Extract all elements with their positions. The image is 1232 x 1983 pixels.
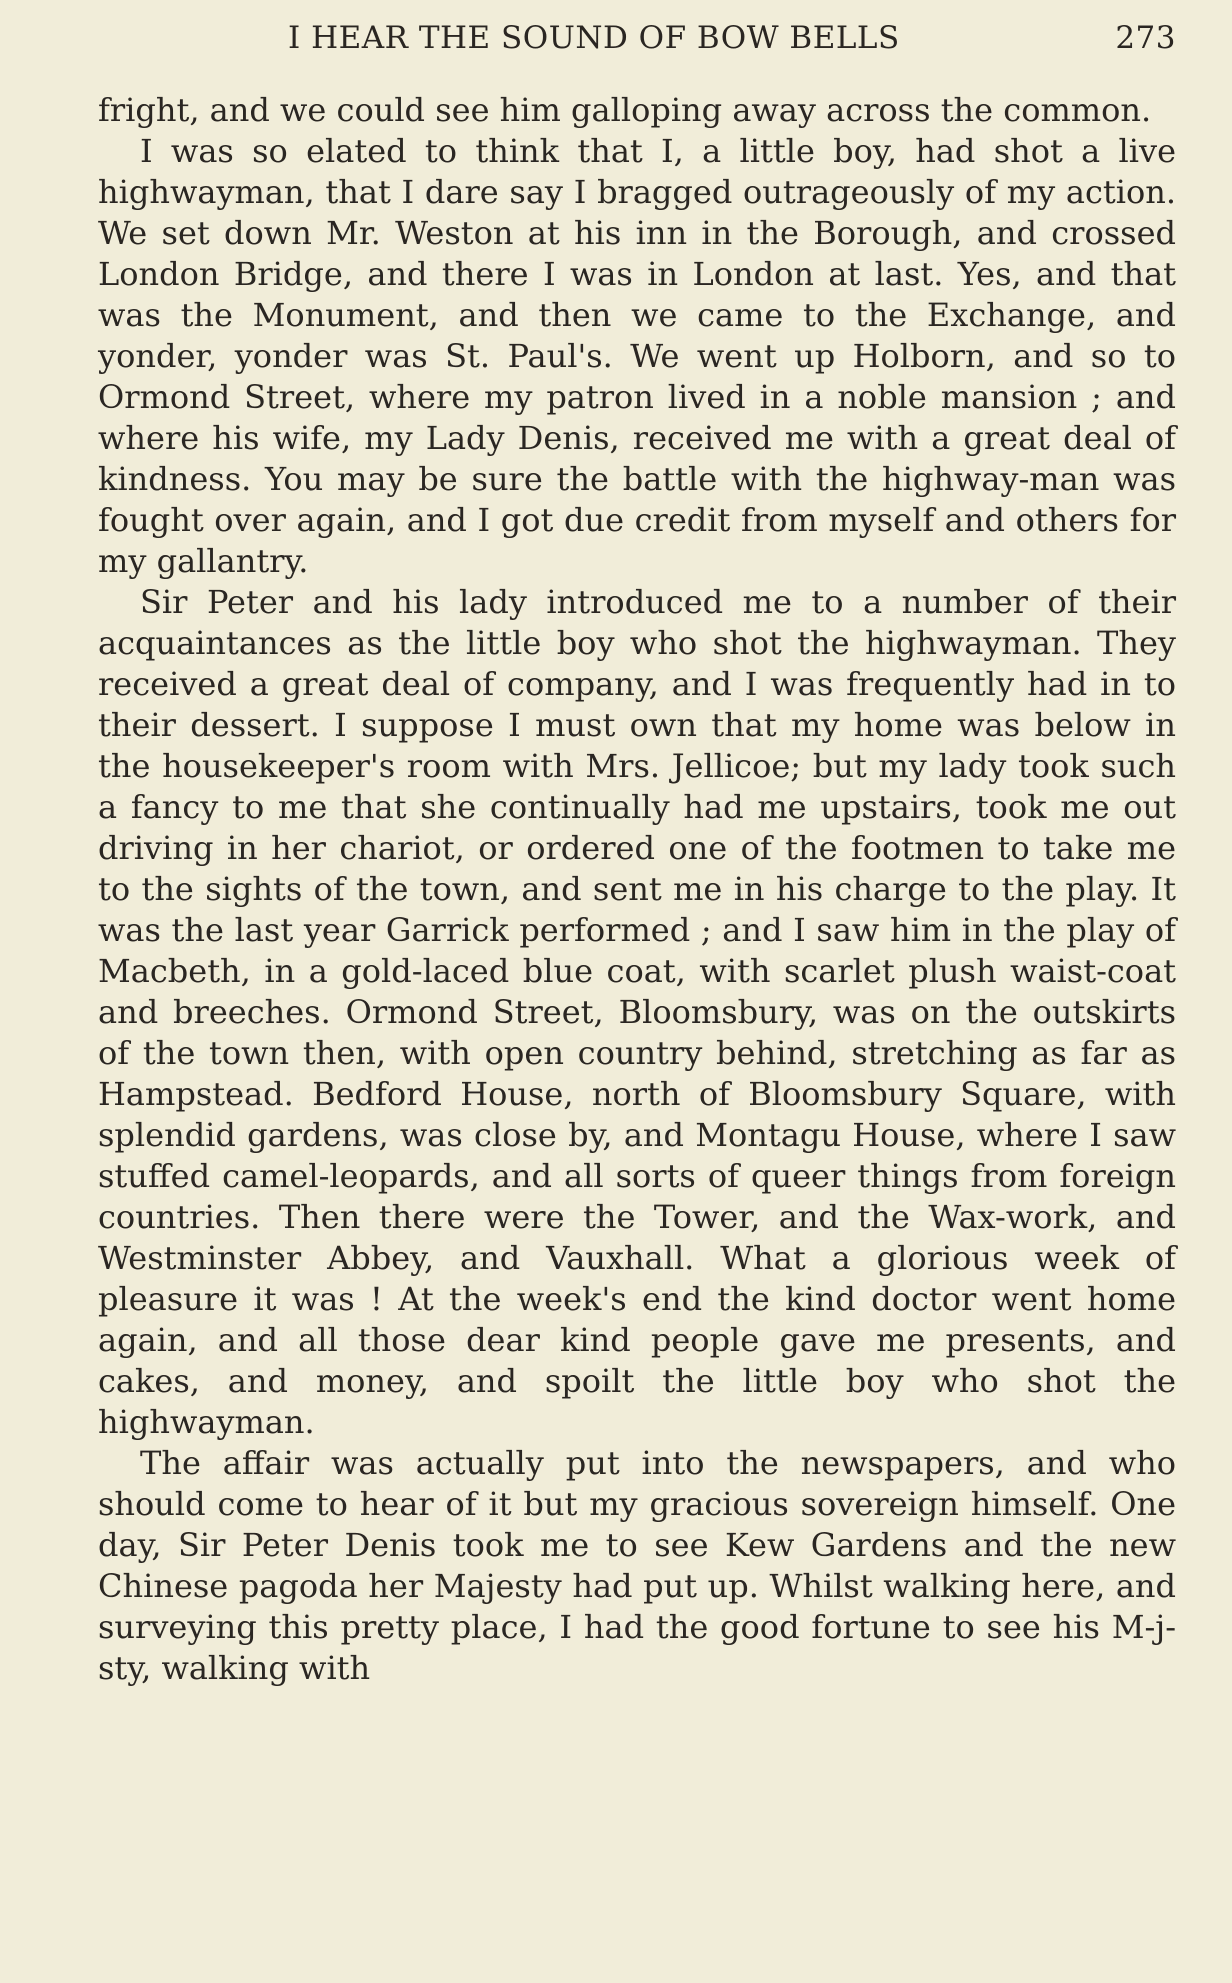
paragraph: Sir Peter and his lady introduced me to a number of their acquaintances as the little boy who shot the highwayman. They received a great deal of company, and I was frequently had in to their dessert. I suppose I must own that my home was below in the housekeeper's room with Mrs. Jellicoe; but my lady took such a fancy to me that she continually had me upstairs, took me out driving in her chariot, or ordered one of the footmen to take me to the sights of the town, and sent me in his charge to the play. It was the last year Garrick performed ; and I saw him in the play of Macbeth, in a gold-laced blue coat, with scarlet plush waist-coat and breeches. Ormond Street, Bloomsbury, was on the outskirts of the town then, with open country behind, stretching as far as Hampstead. Bedford House, north of Bloomsbury Square, with splendid gardens, was close by, and Montagu House, where I saw stuffed camel-leopards, and all sorts of queer things from foreign countries. Then there were the Tower, and the Wax-work, and Westminster Abbey, and Vauxhall. What a glorious week of pleasure it was ! At the week's end the kind doctor went home again, and all those dear kind people gave me presents, and cakes, and money, and spoilt the little boy who shot the highwayman. xyxy=(98,583,1176,1441)
paragraph: The affair was actually put into the newspapers, and who should come to hear of it but my gracious sovereign himself. One day, Sir Peter Denis took me to see Kew Gardens and the new Chinese pagoda her Majesty had put up. Whilst walking here, and surveying this pretty place, I had the good fortune to see his M-j-sty, walking with xyxy=(98,1444,1176,1687)
running-head xyxy=(98,12,1176,62)
paragraph: I was so elated to think that I, a little boy, had shot a live highwayman, that I dare say I bragged outrageously of my action. We set down Mr. Weston at his inn in the Borough, and crossed London Bridge, and there I was in London at last. Yes, and that was the Monument, and then we came to the Exchange, and yonder, yonder was St. Paul's. We went up Holborn, and so to Ormond Street, where my patron lived in a noble mansion ; and where his wife, my Lady Denis, received me with a great deal of kindness. You may be sure the battle with the highway-man was fought over again, and I got due credit from myself and others for my gallantry. xyxy=(98,132,1176,580)
page-number: 273 xyxy=(1115,20,1176,56)
paragraph: fright, and we could see him galloping away across the common. xyxy=(98,91,1152,129)
chapter-title: I HEAR THE SOUND OF BOW BELLS xyxy=(288,20,900,56)
body-text xyxy=(98,90,1176,1689)
